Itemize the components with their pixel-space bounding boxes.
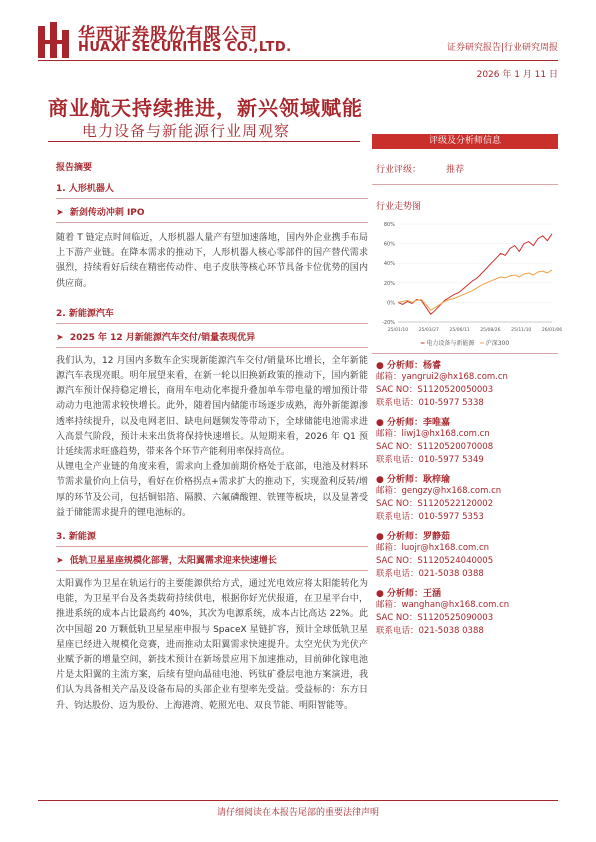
- analyst-card: [376, 586, 558, 638]
- summary-column: [56, 160, 368, 714]
- chart-legend: ━ 电力设备与新能源 ━ 沪深300: [420, 340, 510, 347]
- x-tick-label: 25/08/26: [480, 328, 501, 333]
- sidebar-divider: [372, 353, 558, 354]
- section-divider: [56, 198, 368, 199]
- report-date: 2026 年 1 月 11 日: [476, 70, 558, 80]
- section-title: 1. 人形机器人: [56, 184, 114, 194]
- y-tick-label: -20%: [382, 320, 395, 326]
- y-tick-label: 0%: [387, 300, 395, 307]
- rating-value: 推荐: [446, 165, 465, 175]
- analyst-sac: SAC NO：S1120520050003: [376, 385, 494, 395]
- analyst-name: ● 分析师：王涵: [376, 589, 442, 599]
- section-divider: [56, 570, 368, 571]
- trend-chart: [372, 218, 563, 338]
- analyst-name: ● 分析师：杨睿: [376, 361, 442, 371]
- y-tick-label: 80%: [383, 222, 395, 228]
- header-divider: [38, 60, 558, 61]
- series-line: [398, 234, 552, 314]
- section-divider: [56, 347, 368, 348]
- trend-label: 行业走势图: [376, 202, 422, 212]
- huaxi-logo-icon: [38, 22, 70, 58]
- y-tick-label: 60%: [383, 241, 395, 248]
- analyst-sac: SAC NO：S1120520070008: [376, 442, 494, 452]
- analyst-phone: 联系电话：021-5038 0388: [376, 569, 484, 579]
- legend-item: 电力设备与新能源: [426, 340, 475, 347]
- sidebar: [372, 134, 563, 643]
- x-tick-label: 25/03/27: [418, 328, 439, 333]
- sidebar-title: 评级及分析师信息: [372, 134, 558, 149]
- analyst-email[interactable]: 邮箱：wanghan@hx168.com.cn: [376, 600, 510, 610]
- analyst-card: [376, 358, 558, 410]
- section-bullet: ➤ 低轨卫星星座规模化部署，太阳翼需求迎来快速增长: [56, 556, 277, 567]
- summary-heading: 报告摘要: [56, 163, 93, 173]
- sidebar-divider: [372, 184, 558, 185]
- section-bullet: ➤ 2025 年 12 月新能源汽车交付/销量表现优异: [56, 332, 256, 343]
- x-tick-label: 26/01/06: [541, 328, 563, 333]
- analyst-email[interactable]: 邮箱：liwj1@hx168.com.cn: [376, 429, 490, 439]
- analyst-name: ● 分析师：李唯嘉: [376, 418, 451, 428]
- analyst-card: [376, 529, 558, 581]
- report-subtitle: 电力设备与新能源行业周观察: [82, 122, 291, 140]
- paragraph: 太阳翼作为卫星在轨运行的主要能源供给方式，通过光电效应将太阳能转化为电能，为卫星平台及各类载荷持续供电，根据你好光伏报道，在卫星平台中，推进系统的成本占比最高约 40%，其次为电源系统，成本占比高达 22%。此次中国超 20 万颗低轨卫星星座申报与 SpaceX 星链扩容，预计全球低轨卫星星座已经进入规模化竞赛，进而推动太阳翼需求快速提升。太空光伏为光伏产业赋予新的增量空间，新技术预计在新场景应用下加速推动，目前砷化镓电池片是太阳翼的主流方案，后续有望向晶硅电池、钙钛矿叠层电池方案演进，我们认为具备相关产品及设备布局的头部企业有望率先受益。受益标的：东方日升、钧达股份、迈为股份、上海港湾、乾照光电、双良节能、明阳智能等。: [56, 579, 368, 711]
- analyst-phone: 联系电话：021-5038 0388: [376, 626, 484, 636]
- analyst-email[interactable]: 邮箱：yangrui2@hx168.com.cn: [376, 372, 508, 382]
- y-tick-label: 20%: [383, 280, 395, 287]
- report-title: 商业航天持续推进，新兴领域赋能: [48, 96, 363, 120]
- analyst-phone: 联系电话：010-5977 5338: [376, 398, 484, 408]
- company-name-en: HUAXI SECURITIES CO.,LTD.: [78, 40, 292, 55]
- paragraph: 我们认为，12 月国内多数车企实现新能源汽车交付/销量环比增长，全年新能源汽车表现亮眼。明年展望来看，在新一轮以旧换新政策的推动下，国内新能源汽车预计保持稳定增长，商用车电动化率提升叠加单车带电量的增加预计带动动力电池需求较快增长。此外，随着国内储能市场逐步成熟，海外新能源渗透率持续提升，以及电网老旧、缺电问题频发等带动下，全球储能电池需求进入高景气阶段，预计未来出货将保持快速增长。从短期来看，2026 年 Q1 预计延续需求旺盛趋势，带来各个环节产能利用率保持高位。: [56, 355, 368, 458]
- x-tick-label: 25/06/11: [449, 328, 470, 333]
- legal-notice: 请仔细阅读在本报告尾部的重要法律声明: [216, 808, 379, 818]
- rating-row: [372, 157, 558, 176]
- analyst-phone: 联系电话：010-5977 5349: [376, 455, 484, 465]
- analyst-sac: SAC NO：S1120525090003: [376, 613, 494, 623]
- report-type: 证券研究报告|行业研究周报: [446, 43, 558, 53]
- x-tick-label: 25/11/10: [511, 328, 532, 333]
- rating-label: 行业评级：: [376, 165, 422, 175]
- title-divider: [48, 141, 360, 142]
- analyst-email[interactable]: 邮箱：gengzy@hx168.com.cn: [376, 486, 502, 496]
- footer-divider: [38, 800, 558, 801]
- section-divider: [56, 546, 368, 547]
- analyst-list: [372, 358, 558, 638]
- section-title: 2. 新能源汽车: [56, 308, 114, 319]
- analyst-sac: SAC NO：S1120522120002: [376, 499, 494, 509]
- section-title: 3. 新能源: [56, 532, 96, 543]
- analyst-name: ● 分析师：耿梓瑜: [376, 475, 451, 485]
- series-line: [398, 270, 552, 310]
- analyst-phone: 联系电话：010-5977 5353: [376, 512, 484, 522]
- company-name-cn: 华西证券股份有限公司: [78, 25, 258, 45]
- paragraph: 从锂电全产业链的角度来看，需求向上叠加前期价格处于底部，电池及材料环节需求量价向上信号，看好在价格拐点+需求扩大的推动下，实现盈利反转/增厚的环节及公司，包括铜铝箔、隔膜、六氟磷酸锂、铁锂等板块，以及显著受益于储能需求提升的锂电池标的。: [56, 462, 368, 518]
- paragraph: 随着 T 链定点时间临近，人形机器人量产有望加速落地，国内外企业携手布局上下游产业链。在降本需求的推动下，人形机器人核心零部件的国产替代需求强烈，持续看好后续在精密传动件、电子皮肤等核心环节具备卡位优势的国内供应商。: [56, 233, 368, 289]
- section-divider: [56, 323, 368, 324]
- analyst-name: ● 分析师：罗静茹: [376, 532, 451, 542]
- analyst-card: [376, 415, 558, 467]
- analyst-card: [376, 472, 558, 524]
- section-bullet: ➤ 新剑传动冲刺 IPO: [56, 208, 145, 218]
- y-tick-label: 40%: [383, 261, 395, 268]
- section-divider: [56, 222, 368, 223]
- analyst-sac: SAC NO：S1120524040005: [376, 556, 494, 566]
- analyst-email[interactable]: 邮箱：luojr@hx168.com.cn: [376, 543, 490, 553]
- legend-item: 沪深300: [485, 340, 510, 347]
- x-tick-label: 25/01/10: [387, 328, 409, 333]
